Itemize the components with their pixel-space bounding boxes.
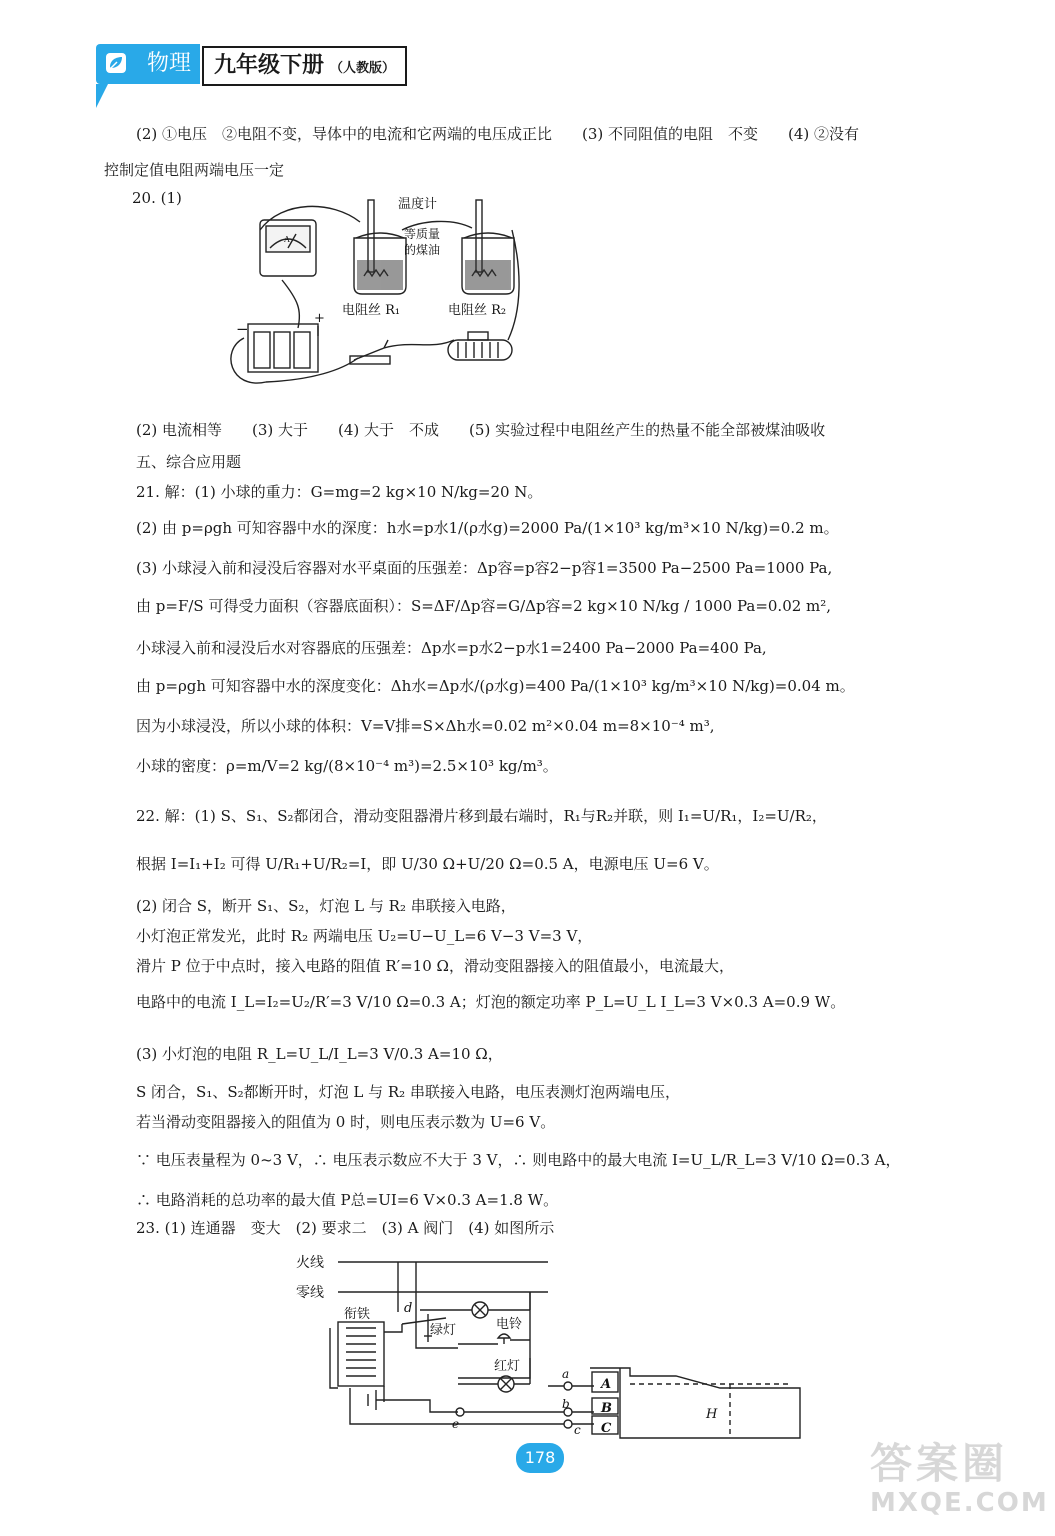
label-b: b	[562, 1397, 570, 1411]
answer-line: 控制定值电阻两端电压一定	[104, 161, 285, 179]
label-thermometer: 温度计	[398, 197, 438, 212]
answer-line: 根据 I=I₁+I₂ 可得 U/R₁+U/R₂=I，即 U/30 Ω+U/20 Ω=0.5 A，电源电压 U=6 V。	[136, 855, 719, 873]
page-number: 178	[516, 1443, 564, 1473]
answer-line: (3) 小灯泡的电阻 R_L=U_L/I_L=3 V/0.3 A=10 Ω，	[136, 1045, 503, 1063]
answer-line: 21. 解：(1) 小球的重力：G=mg=2 kg×10 N/kg=20 N。	[136, 483, 543, 501]
label-oil: 等质量	[404, 227, 441, 241]
answer-line: 滑片 P 位于中点时，接入电路的阻值 R′=10 Ω，滑动变阻器接入的阻值最小，电流最大，	[136, 957, 734, 975]
answer-line: 小球浸入前和浸没后水对容器底的压强差：Δp水=p水2−p水1=2400 Pa−2000 Pa=400 Pa,	[136, 639, 767, 657]
label-green-lamp: 绿灯	[430, 1323, 457, 1338]
answer-line: ∴ 电路消耗的总功率的最大值 P总=UI=6 V×0.3 A=1.8 W。	[136, 1191, 559, 1209]
ammeter-label: A	[284, 235, 290, 244]
label-live: 火线	[296, 1255, 324, 1271]
battery-minus: −	[236, 320, 249, 338]
answer-line: 22. 解：(1) S、S₁、S₂都闭合，滑动变阻器滑片移到最右端时，R₁与R₂并联，则 I₁=U/R₁，I₂=U/R₂，	[136, 807, 827, 825]
answer-line: 由 p=F/S 可得受力面积（容器底面积）：S=ΔF/Δp容=G/Δp容=2 kg×10 N/kg / 1000 Pa=0.02 m²,	[136, 597, 832, 615]
answer-line: 23. (1) 连通器 变大 (2) 要求二 (3) A 阀门 (4) 如图所示	[136, 1219, 555, 1237]
water-tank	[590, 1368, 800, 1438]
watermark	[870, 1439, 1049, 1530]
answer-line: 小灯泡正常发光，此时 R₂ 两端电压 U₂=U−U_L=6 V−3 V=3 V，	[136, 927, 593, 945]
answer-line: (2) 闭合 S，断开 S₁、S₂，灯泡 L 与 R₂ 串联接入电路，	[136, 897, 516, 915]
book-logo	[96, 44, 138, 84]
label-c: c	[574, 1423, 581, 1437]
label-bell: 电铃	[496, 1317, 523, 1332]
grade-label: 九年级下册	[214, 53, 325, 78]
answer-line: (2) ①电压 ②电阻不变，导体中的电流和它两端的电压成正比 (3) 不同阻值的电阻 不变 (4) ②没有	[136, 125, 860, 143]
header-tab-tail	[96, 84, 108, 108]
section-heading: 五、综合应用题	[136, 453, 242, 471]
answer-line: (2) 电流相等 (3) 大于 (4) 大于 不成 (5) 实验过程中电阻丝产生的热量不能全部被煤油吸收	[136, 421, 826, 439]
label-neutral: 零线	[296, 1285, 324, 1301]
battery-plus: +	[314, 311, 325, 326]
answer-line: 若当滑动变阻器接入的阻值为 0 时，则电压表示数为 U=6 V。	[136, 1113, 556, 1131]
watermark-title: 答案圈	[870, 1439, 1009, 1488]
edition-label: （人教版）	[330, 61, 396, 76]
switch	[354, 340, 388, 360]
question-number: 20. (1)	[132, 189, 182, 207]
answer-line: (3) 小球浸入前和浸没后容器对水平桌面的压强差：Δp容=p容2−p容1=3500 Pa−2500 Pa=1000 Pa,	[136, 559, 833, 577]
label-d: d	[404, 1301, 413, 1316]
answer-line: (2) 由 p=ρgh 可知容器中水的深度：h水=p水1/(ρ水g)=2000 Pa/(1×10³ kg/m³×10 N/kg)=0.2 m。	[136, 519, 839, 537]
battery	[248, 324, 318, 372]
label-C: C	[601, 1421, 612, 1436]
label-r1: 电阻丝 R₁	[342, 303, 401, 318]
coil-battery	[368, 1390, 376, 1410]
answer-line: 因为小球浸没，所以小球的体积：V=V排=S×Δh水=0.02 m²×0.04 m=8×10⁻⁴ m³,	[136, 717, 715, 735]
label-r2: 电阻丝 R₂	[448, 303, 507, 318]
label-e: e	[452, 1417, 460, 1431]
grade-title	[202, 46, 407, 86]
answer-line: 小球的密度：ρ=m/V=2 kg/(8×10⁻⁴ m³)=2.5×10³ kg/m³。	[136, 757, 558, 775]
answer-line: ∵ 电压表量程为 0~3 V，∴ 电压表示数应不大于 3 V，∴ 则电路中的最大电流 I=U_L/R_L=3 V/10 Ω=0.3 A，	[136, 1151, 901, 1169]
answer-line: 电路中的电流 I_L=I₂=U₂/R′=3 V/10 Ω=0.3 A；灯泡的额定功率 P_L=U_L I_L=3 V×0.3 A=0.9 W。	[136, 993, 846, 1011]
terminal-c	[564, 1420, 572, 1428]
leaf-icon	[105, 52, 127, 74]
heating-circuit-figure	[222, 190, 532, 400]
label-A: A	[601, 1377, 612, 1392]
label-oil-2: 的煤油	[404, 243, 441, 257]
alarm-circuit-figure	[290, 1248, 810, 1448]
subject-label: 物理	[138, 44, 200, 84]
label-armature: 衔铁	[344, 1307, 371, 1322]
answer-line: 由 p=ρgh 可知容器中水的深度变化：Δh水=Δp水/(ρ水g)=400 Pa/(1×10³ kg/m³×10 N/kg)=0.04 m。	[136, 677, 855, 695]
label-B: B	[601, 1401, 612, 1416]
label-H: H	[706, 1407, 718, 1422]
watermark-url: MXQE.COM	[870, 1488, 1049, 1518]
terminal-a	[564, 1382, 572, 1390]
answer-line: S 闭合，S₁、S₂都断开时，灯泡 L 与 R₂ 串联接入电路，电压表测灯泡两端电压，	[136, 1083, 680, 1101]
label-red-lamp: 红灯	[494, 1359, 521, 1374]
bell	[498, 1334, 510, 1338]
label-a: a	[562, 1367, 570, 1381]
